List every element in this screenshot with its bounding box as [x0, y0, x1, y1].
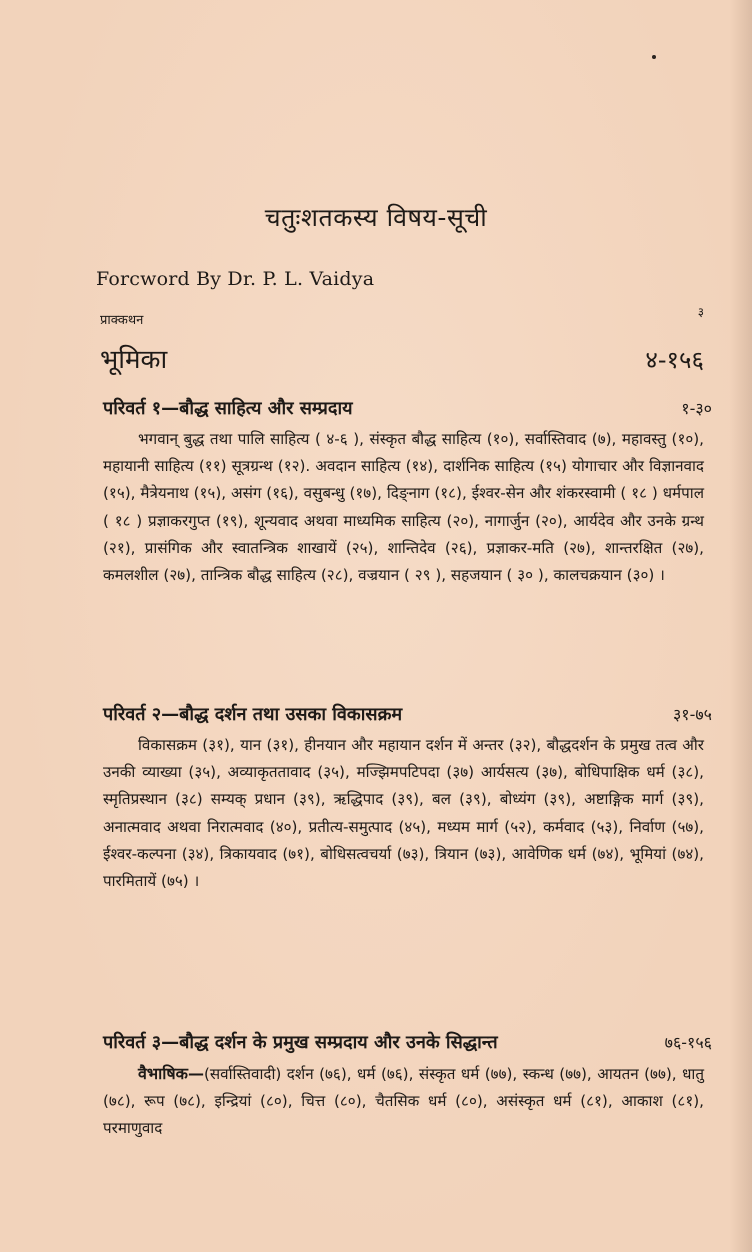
chapter-contents: [103, 732, 712, 895]
section-lead: वैभाषिक—: [138, 1064, 204, 1083]
foreword-entry: Forcword By Dr. P. L. Vaidya: [96, 268, 375, 290]
chapter-pages: ७६-१५६: [664, 1033, 712, 1052]
chapter-1: [103, 396, 712, 589]
chapter-pages: १-३०: [681, 399, 712, 418]
chapter-heading: [103, 396, 712, 420]
chapter-pages: ३१-७५: [672, 705, 712, 724]
chapter-body-text: (सर्वास्तिवादी) दर्शन (७६), धर्म (७६), संस्कृत धर्म (७७), स्कन्ध (७७), आयतन (७७), धातु (७८), रूप (७८), इन्द्रियां (८०), चित्त (८०), चैतसिक धर्म (८०), असंस्कृत धर्म (८१), आकाश (८१), परमाणुवाद: [103, 1065, 704, 1138]
chapter-title: परिवर्त २—बौद्ध दर्शन तथा उसका विकासक्रम: [103, 704, 403, 725]
toc-entry-label: प्राक्कथन: [100, 313, 144, 328]
chapter-heading: [103, 1030, 712, 1054]
toc-entry-page: ४-१५६: [645, 346, 704, 374]
page-title: चतुःशतकस्य विषय-सूची: [264, 203, 488, 232]
chapter-body-text: भगवान् बुद्ध तथा पालि साहित्य ( ४-६ ), संस्कृत बौद्ध साहित्य (१०), सर्वास्तिवाद (७), महावस्तु (१०), महायानी साहित्य (११) सूत्रग्रन्थ (१२). अवदान साहित्य (१४), दार्शनिक साहित्य (१५) योगाचार और विज्ञानवाद (१५), मैत्रेयनाथ (१५), असंग (१६), वसुबन्धु (१७), दिङ्नाग (१८), ईश्वर-सेन और शंकरस्वामी ( १८ ) धर्मपाल ( १८ ) प्रज्ञाकरगुप्त (१९), शून्यवाद अथवा माध्यमिक साहित्य (२०), नागार्जुन (२०), आर्यदेव और उनके ग्रन्थ (२१), प्रासंगिक और स्वातन्त्रिक शाखायें (२५), शान्तिदेव (२६), प्रज्ञाकर-मति (२७), शान्तरक्षित (२७), कमलशील (२७), तान्त्रिक बौद्ध साहित्य (२८), वज्रयान ( २९ ), सहजयान ( ३० ), कालचक्रयान (३०) ।: [103, 430, 704, 585]
chapter-2: [103, 702, 712, 895]
chapter-heading: [103, 702, 712, 726]
toc-entry-page: ३: [697, 305, 704, 319]
chapter-3: [103, 1030, 712, 1143]
chapter-contents: [103, 426, 712, 589]
toc-entry-prakkathan: [100, 305, 704, 328]
chapter-title: परिवर्त ३—बौद्ध दर्शन के प्रमुख सम्प्रदाय और उनके सिद्धान्त: [103, 1032, 498, 1053]
ink-speck: [652, 55, 656, 59]
chapter-body-text: विकासक्रम (३१), यान (३१), हीनयान और महायान दर्शन में अन्तर (३२), बौद्धदर्शन के प्रमुख तत्व और उनकी व्याख्या (३५), अव्याकृततावाद (३५), मज्झिमपटिपदा (३७) आर्यसत्य (३७), बोधिपाक्षिक धर्म (३८), स्मृतिप्रस्थान (३८) सम्यक् प्रधान (३९), ऋद्धिपाद (३९), बल (३९), बोध्यंग (३९), अष्टाङ्गिक मार्ग (३९), अनात्मवाद अथवा निरात्मवाद (४०), प्रतीत्य-समुत्पाद (४५), मध्यम मार्ग (५२), कर्मवाद (५३), निर्वाण (५७), ईश्वर-कल्पना (३४), त्रिकायवाद (७१), बोधिसत्वचर्या (७३), त्रियान (७३), आवेणिक धर्म (७४), भूमियां (७४), पारमितायें (७५) ।: [103, 736, 704, 891]
toc-entry-label: भूमिका: [100, 345, 168, 375]
chapter-contents: [103, 1060, 712, 1143]
toc-entry-bhumika: [100, 340, 704, 376]
chapter-title: परिवर्त १—बौद्ध साहित्य और सम्प्रदाय: [103, 398, 353, 419]
